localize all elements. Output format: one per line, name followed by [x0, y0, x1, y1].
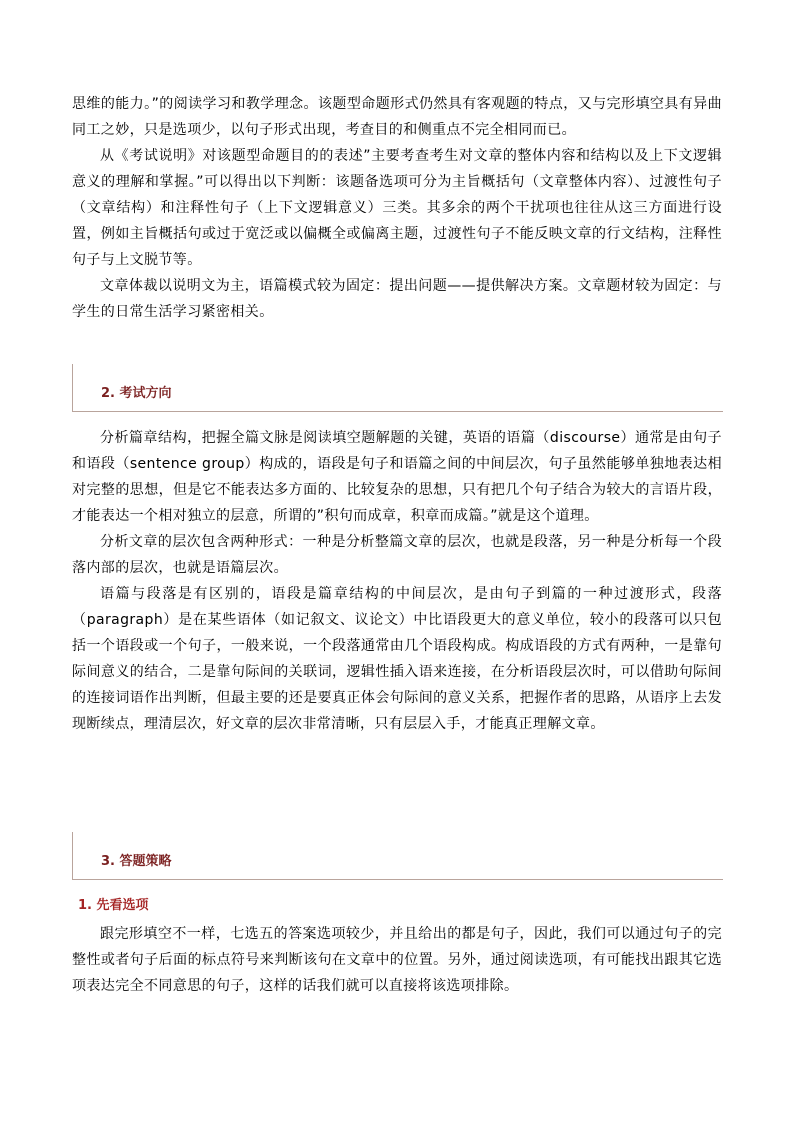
paragraph: 从《考试说明》对该题型命题目的的表述”主要考查考生对文章的整体内容和结构以及上下文逻辑意义的理解和掌握。”可以得出以下判断：该题备选项可分为主旨概括句（文章整体内容）、过渡性句子（文章结构）和注释性句子（上下文逻辑意义）三类。其多余的两个干扰项也往往从这三方面进行设置，例如主旨概括句或过于宽泛或以偏概全或偏离主题，过渡性句子不能反映文章的行文结构，注释性句子与上文脱节等。: [72, 148, 722, 268]
paragraph: 语篇与段落是有区别的，语段是篇章结构的中间层次，是由句子到篇的一种过渡形式，段落（paragraph）是在某些语体（如记叙文、议论文）中比语段更大的意义单位，较小的段落可以只包括一个语段或一个句子，一般来说，一个段落通常由几个语段构成。构成语段的方式有两种，一是靠句际间意义的结合，二是靠句际间的关联词，逻辑性插入语来连接，在分析语段层次时，可以借助句际间的连接词语作出判断，但最主要的还是要真正体会句际间的意义关系，把握作者的思路，从语序上去发现断续点，理清层次，好文章的层次非常清晰，只有层层入手，才能真正理解文章。: [72, 586, 722, 732]
subheading-read-options-first: 1. 先看选项: [78, 898, 149, 913]
section-title: 3. 答题策略: [101, 854, 172, 869]
intro-text-block: [72, 91, 722, 325]
section-title: 2. 考试方向: [101, 386, 172, 401]
paragraph: 分析文章的层次包含两种形式：一种是分析整篇文章的层次，也就是段落，另一种是分析每一个段落内部的层次，也就是语篇层次。: [72, 534, 722, 576]
paragraph: 跟完形填空不一样，七选五的答案选项较少，并且给出的都是句子，因此，我们可以通过句子的完整性或者句子后面的标点符号来判断该句在文章中的位置。另外，通过阅读选项，有可能找出跟其它选项表达完全不同意思的句子，这样的话我们就可以直接将该选项排除。: [72, 926, 722, 994]
paragraph: 思维的能力。”的阅读学习和教学理念。该题型命题形式仍然具有客观题的特点，又与完形填空具有异曲同工之妙，只是选项少，以句子形式出现，考查目的和侧重点不完全相同而已。: [72, 96, 722, 138]
paragraph: 分析篇章结构，把握全篇文脉是阅读填空题解题的关键，英语的语篇（discourse）通常是由句子和语段（sentence group）构成的，语段是句子和语篇之间的中间层次，句子虽然能够单独地表达相对完整的思想，但是它不能表达多方面的、比较复杂的思想，只有把几个句子结合为较大的言语片段，才能表达一个相对独立的层意，所谓的”积句而成章，积章而成篇。”就是这个道理。: [72, 430, 722, 524]
strategy-text-block: [72, 921, 722, 999]
paragraph: 文章体裁以说明文为主，语篇模式较为固定：提出问题——提供解决方案。文章题材较为固定：与学生的日常生活学习紧密相关。: [72, 278, 722, 320]
section-heading-exam-direction: [72, 364, 723, 412]
section-heading-answer-strategy: [72, 832, 723, 880]
exam-direction-text-block: [72, 425, 722, 737]
